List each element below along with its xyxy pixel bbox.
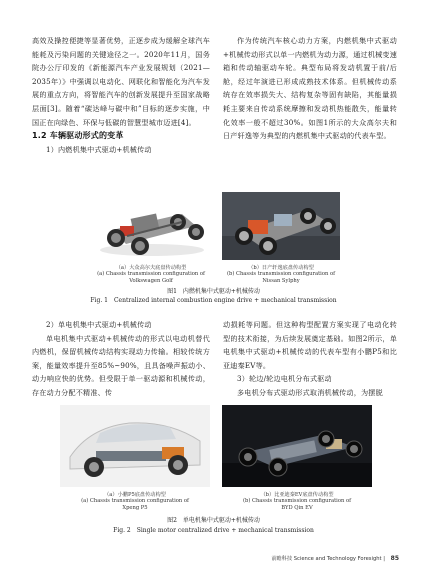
caption-en: Nissan Sylphy [262,277,300,284]
paragraph: 多电机分布式驱动形式取消机械传动，为摆脱 [237,387,383,397]
golf-chassis-image [92,192,210,260]
subsection-heading: 3）轮边/轮边电机分布式驱动 [237,374,332,384]
fig1-caption-a [90,265,212,284]
caption-zh: （a）小鹏P5底盘传动构型 [104,492,166,498]
byd-qin-ev-chassis-image [222,405,372,487]
caption-en: (a) Chassis transmission configuration of [81,498,189,505]
caption-en: (b) Chassis transmission configuration of [226,271,335,278]
subsection-heading: 2）单电机集中式驱动+机械传动 [46,320,152,329]
page-footer [271,555,399,562]
section-heading: 1.2 车辆驱动形式的变革 [32,131,124,141]
fig2-caption-a [60,492,210,511]
left-column [32,34,210,156]
fig1-caption-b [220,265,342,284]
subsection-heading: 1）内燃机集中式驱动+机械传动 [46,144,152,154]
fig1-title-en: Fig. 1 Centralized internal combustion engine drive + mechanical transmission [90,297,337,304]
journal-name: 前瞻科技 Science and Technology Foresight [271,556,382,562]
page-number: 85 [390,555,399,562]
paragraph: 作为传统汽车核心动力方案，内燃机集中式驱动+机械传动形式以单一内燃机为动力源，通过机械变速箱和传动轴驱动车轮。典型布局将发动机置于前/后舱，经过年演进已形成成熟技术体系。但机械传动系统存在效率损失大、结构复杂等固有缺陷，其能量损耗主要来自传动系统摩擦和发动机热能散失，能量转化效率一般不超过30%。如图1所示的大众高尔夫和日产轩逸等为典型的内燃机集中式驱动的代表车型。 [223,36,397,141]
left-column-2 [32,318,210,400]
caption-en: Xpeng P5 [122,504,148,511]
sylphy-chassis-image [222,192,340,260]
paragraph: 单电机集中式驱动+机械传动的形式以电动机替代内燃机，保留机械传动结构实现动力传输。相较传统方案，能量效率提升至85%~90%，且具备噪声振动小、动力响应快的优势。但受限于单一驱动源和机械传动，存在动力分配不精准、传 [32,333,210,397]
xpeng-p5-chassis-image [60,405,210,487]
caption-zh: （b）比亚迪秦EV底盘传动构型 [260,492,334,498]
fig1-title-zh: 图1 内燃机集中式驱动+机械传动 [167,288,260,295]
fig2-title-zh: 图2 单电机集中式驱动+机械传动 [167,517,260,524]
caption-en: (b) Chassis transmission configuration of [242,498,351,505]
caption-zh: （b）日产轩逸底盘传动构型 [248,265,314,271]
footer-separator: | [383,556,385,562]
caption-en: (a) Chassis transmission configuration of [97,271,205,278]
paragraph: 动损耗等问题。但这种构型配置方案实现了电动化转型的技术衔接，为后续发展奠定基础。如图2所示，单电机集中式驱动+机械传动的代表车型有小鹏P5和比亚迪秦EV等。 [223,320,397,370]
caption-zh: （a）大众高尔夫底盘传动构型 [115,265,187,271]
right-column [223,34,397,143]
fig2-caption-b [222,492,372,511]
fig2-title-en: Fig. 2 Single motor centralized drive + mechanical transmission [113,527,314,534]
paragraph: 高效及操控便捷等显著优势，正逐步成为缓解全球汽车能耗及污染问题的关键途径之一。2020年11月，国务院办公厅印发的《新能源汽车产业发展规划（2021—2035年）》中强调以电动化、网联化和智能化为汽车发展的重点方向，将智能汽车的创新发展提升至国家战略层面[3]。随着“碳达峰与碳中和”目标的逐步实施，中国正在向绿色、环保与低碳的智慧型城市迈进[4]。 [32,36,210,127]
caption-en: BYD Qin EV [281,504,313,511]
right-column-2 [223,318,397,400]
caption-en: Volkswagen Golf [129,277,173,284]
